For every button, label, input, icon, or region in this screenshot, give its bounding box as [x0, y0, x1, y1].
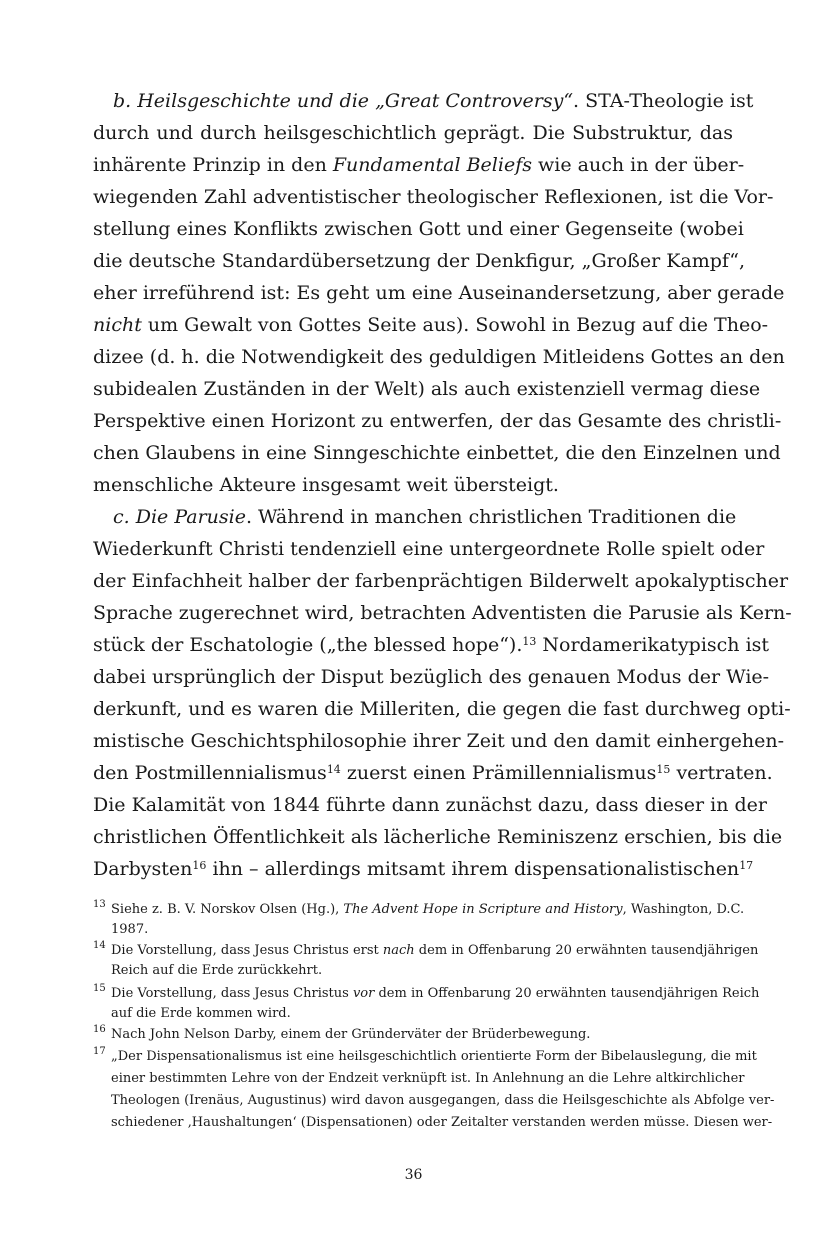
body-line: nicht um Gewalt von Gottes Seite aus). Sowohl in Bezug auf die Theo- — [93, 314, 769, 336]
body-line: Die Kalamität von 1844 führte dann zunächst dazu, dass dieser in der — [93, 794, 768, 816]
footnote-number: 15 — [93, 983, 106, 994]
body-line: Sprache zugerechnet wird, betrachten Adventisten die Parusie als Kern- — [93, 602, 792, 624]
body-line: christlichen Öffentlichkeit als lächerliche Reminiszenz erschien, bis die — [93, 826, 783, 848]
body-line: derkunft, und es waren die Milleriten, die gegen die fast durchweg opti- — [93, 698, 791, 720]
footnote-number: 13 — [93, 899, 106, 910]
footnote-line: Die Vorstellung, dass Jesus Christus erst nach dem in Offenbarung 20 erwähnten tausendjährigen — [111, 943, 759, 958]
page-number: 36 — [404, 1167, 423, 1183]
body-line: chen Glaubens in eine Sinngeschichte einbettet, die den Einzelnen und — [93, 442, 781, 464]
body-line: b. Heilsgeschichte und die „Great Controversy“. STA-Theologie ist — [113, 90, 754, 112]
footnote-line: Die Vorstellung, dass Jesus Christus vor dem in Offenbarung 20 erwähnten tausendjährigen Reich — [111, 986, 760, 1001]
footnote-line: Theologen (Irenäus, Augustinus) wird davon ausgegangen, dass die Heilsgeschichte als Abfolge ver- — [111, 1093, 775, 1108]
footnote-number: 17 — [93, 1046, 106, 1057]
footnote-line: auf die Erde kommen wird. — [111, 1006, 291, 1021]
footnote-number: 14 — [93, 940, 106, 951]
body-line: wiegenden Zahl adventistischer theologischer Reflexionen, ist die Vor- — [93, 186, 774, 208]
body-line: inhärente Prinzip in den Fundamental Beliefs wie auch in der über- — [93, 154, 745, 176]
body-line: dabei ursprünglich der Disput bezüglich des genauen Modus der Wie- — [93, 666, 770, 688]
body-line: Wiederkunft Christi tendenziell eine untergeordnete Rolle spielt oder — [93, 538, 765, 560]
footnote-line: Reich auf die Erde zurückkehrt. — [111, 963, 323, 978]
footnote-line: „Der Dispensationalismus ist eine heilsgeschichtlich orientierte Form der Bibelauslegung, die mit — [111, 1049, 757, 1064]
footnote-line: einer bestimmten Lehre von der Endzeit verknüpft ist. In Anlehnung an die Lehre altkirchlicher — [111, 1071, 745, 1086]
body-line: stellung eines Konflikts zwischen Gott und einer Gegenseite (wobei — [93, 218, 744, 240]
footnote-line: 1987. — [111, 922, 149, 937]
body-line: mistische Geschichtsphilosophie ihrer Zeit und den damit einhergehen- — [93, 730, 785, 752]
body-line: Darbysten$^{16}$ ihn – allerdings mitsamt ihrem dispensationalistischen$^{17}$ — [93, 858, 754, 880]
footnote-ref[interactable]: 13 — [522, 634, 537, 648]
body-line: durch und durch heilsgeschichtlich geprägt. Die Substruktur, das — [93, 122, 733, 144]
body-line: dizee (d. h. die Notwendigkeit des geduldigen Mitleidens Gottes an den — [93, 346, 785, 368]
footnote-ref[interactable]: 15 — [656, 762, 671, 776]
body-line: den Postmillennialismus$^{14}$ zuerst einen Prämillennialismus$^{15}$ vertraten. — [93, 762, 773, 784]
footnote-number: 16 — [93, 1024, 106, 1035]
footnote-ref[interactable]: 17 — [739, 858, 754, 872]
footnote-line: Siehe z. B. V. Norskov Olsen (Hg.), The Advent Hope in Scripture and History, Washington, D.C. — [111, 902, 745, 917]
body-line: der Einfachheit halber der farbenprächtigen Bilderwelt apokalyptischer — [93, 570, 789, 592]
body-line: stück der Eschatologie („the blessed hope“).$^{13}$ Nordamerikatypisch ist — [93, 634, 770, 656]
body-line: menschliche Akteure insgesamt weit übersteigt. — [93, 474, 559, 496]
footnote-ref[interactable]: 16 — [192, 858, 207, 872]
footnote-line: Nach John Nelson Darby, einem der Gründerväter der Brüderbewegung. — [111, 1027, 591, 1042]
body-line: Perspektive einen Horizont zu entwerfen, der das Gesamte des christli- — [93, 410, 782, 432]
body-line: subidealen Zuständen in der Welt) als auch existenziell vermag diese — [93, 378, 761, 400]
body-line: eher irreführend ist: Es geht um eine Auseinandersetzung, aber gerade — [93, 282, 785, 304]
body-line: c. Die Parusie. Während in manchen christlichen Traditionen die — [113, 506, 737, 528]
body-line: die deutsche Standardübersetzung der Denkfigur, „Großer Kampf“, — [93, 250, 746, 272]
footnote-line: schiedener ‚Haushaltungen‘ (Dispensationen) oder Zeitalter verstanden werden müsse. Diesen wer- — [111, 1115, 773, 1130]
footnote-ref[interactable]: 14 — [326, 762, 341, 776]
